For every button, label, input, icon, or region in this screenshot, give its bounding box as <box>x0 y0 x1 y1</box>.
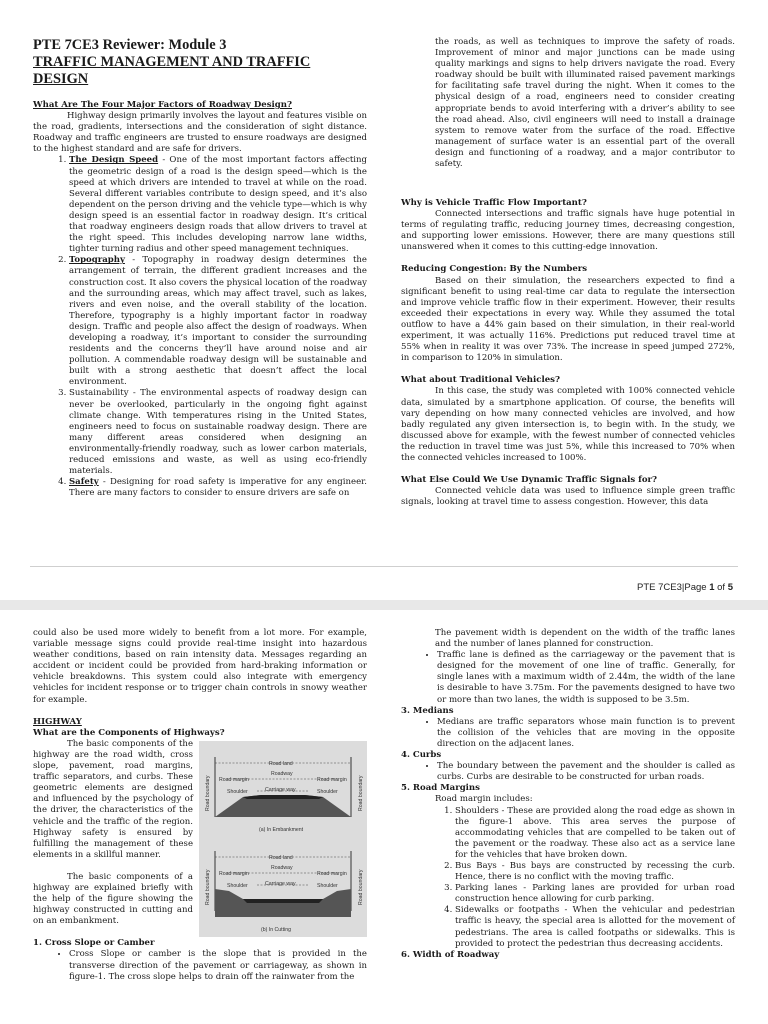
fig-b-road-boundary-left: Road boundary <box>205 869 211 905</box>
traditional-paragraph: In this case, the study was completed with 100% connected vehicle data, simulated by a smartphone application. Of course, the benefits will vary depending on how many connected vehicles are involved, and how badly regulated any given intersection is, to begin with. In the study, we discussed above for example, with the fewest number of connected vehicles the reduction in travel time was just 5%, while this increased to 70% when the connected vehicles increased to 100%. <box>401 386 735 463</box>
page2-column-left <box>33 628 367 983</box>
fig-a-road-margin-left: Road margin <box>219 776 249 783</box>
road-margin-item-shoulders: 1. Shoulders - These are provided along the road edge as shown in the figure-1 above. This area serves the purpose of accommodating vehicles that are compelled to be taken out of the pavement or the roadway. These also act as a service lane for the vehicles that have broken down. <box>455 806 735 861</box>
module-title: PTE 7CE3 Reviewer: Module 3 <box>33 37 227 53</box>
question-heading-dynamic-signals: What Else Could We Use Dynamic Traffic Signals for? <box>401 475 658 486</box>
components-question: What are the Components of Highways? <box>33 727 225 738</box>
curbs-item: • The boundary between the pavement and the shoulder is called as curbs. Curbs are desirable to be constructed for urban roads. <box>437 761 735 783</box>
fig-a-shoulder-left: Shoulder <box>227 788 248 795</box>
road-margins-heading: 5. Road Margins <box>401 783 480 794</box>
factor-item-sustainability <box>69 388 367 477</box>
factor-item-safety <box>69 477 367 499</box>
fig-b-carriage-way: Carriage way <box>265 880 296 887</box>
congestion-paragraph: Based on their simulation, the researchers expected to find a significant benefit to using real-time car data to regulate the intersection and improve vehicle traffic flow in their experiment. However, their results exceeded their expectations in every way. While they assumed the total outflow to have a 44% gain based on their simulation, in their real-world experiment, it was actually 116%. Predictions put reduced travel time at 55% when in reality it was over 73%. The increase in speed jumped 272%, in comparison to 120% in simulation. <box>401 275 735 364</box>
fig-b-shoulder-left: Shoulder <box>227 882 248 889</box>
cross-slope-item: • Cross Slope or camber is the slope that is provided in the transverse direction of the pavement or carriageway, as shown in figure-1. The cross slope helps to drain off the rainwater from the <box>69 949 367 982</box>
factor-item-topography <box>69 255 367 388</box>
fig-a-shoulder-right: Shoulder <box>317 788 338 795</box>
cross-slope-heading: 1. Cross Slope or Camber <box>33 938 155 949</box>
fig-b-road-margin-right: Road margin <box>317 870 347 877</box>
cross-slope-list <box>33 949 367 982</box>
factor-term: The Design Speed <box>69 155 159 166</box>
intro-paragraph: Highway design primarily involves the layout and features visible on the road, gradients, intersections and the consideration of sight distance. Roadway and traffic engineers are trusted to ensure roadways are designed to the highest standard and are safe for drivers. <box>33 111 367 155</box>
footer-of: of <box>717 582 726 593</box>
page1-column-right-top <box>401 37 735 170</box>
question-heading-traditional: What about Traditional Vehicles? <box>401 375 560 386</box>
fig-b-shoulder-right: Shoulder <box>317 882 338 889</box>
fig-a-caption: (a) In Embankment <box>259 826 304 833</box>
page-footer: PTE 7CE3|Page 1 of 5 <box>637 582 733 593</box>
fig-b-roadway: Roadway <box>271 864 293 871</box>
footer-page-word: Page <box>684 582 707 593</box>
fig-b-caption: (b) In Cutting <box>261 926 291 933</box>
page2-column-right <box>401 628 735 961</box>
question-heading-factors: What Are The Four Major Factors of Roadway Design? <box>33 100 292 110</box>
page1-column-left <box>33 37 367 499</box>
fig-b-road-boundary-right: Road boundary <box>358 869 364 905</box>
traffic-lane-list <box>401 650 735 705</box>
fig-b-road-margin-left: Road margin <box>219 870 249 877</box>
highway-heading: HIGHWAY <box>33 716 82 727</box>
components-paragraph: The basic components of the highway are the road width, cross slope, pavement, road margins, traffic separators, and curbs. These geometric elements are designed and influenced by the psychology of the driver, the characteristics of the vehicle and the traffic of the region. Highway safety is ensured by fulfilling the management of these elements in a skillful manner. <box>33 738 193 860</box>
factor-term: Safety <box>69 477 99 488</box>
medians-list <box>401 717 735 750</box>
fig-a-road-boundary-left: Road boundary <box>205 775 211 811</box>
page1-column-right <box>401 198 735 508</box>
factor-text: - One of the most important factors affecting the geometric design of a road is the design speed—which is the speed at which drivers are intended to travel at while on the road. Several different variables contribute to design speed, and it’s also dependent on the person driving and the vehicle type—which is why design speed is an essential factor in roadway design. It’s critical that roadway engineers design roads that allow drivers to travel at the right speed. This includes developing narrow lane widths, tighter turning radius and other speed management techniques. <box>69 155 368 255</box>
medians-item: • Medians are traffic separators whose main function is to prevent the collision of the vehicles that are moving in the opposite direction on the adjacent lanes. <box>437 717 735 750</box>
medians-heading: 3. Medians <box>401 705 454 716</box>
explained-paragraph: The basic components of a highway are explained briefly with the help of the figure showing the highway constructed in cutting and on an embankment. <box>33 871 193 927</box>
fig-b-road-land: Road land <box>269 854 293 861</box>
road-margins-list <box>401 806 735 950</box>
curbs-list <box>401 761 735 783</box>
footer-label: PTE 7CE3 <box>637 582 682 593</box>
factor-term: Topography <box>69 255 125 266</box>
footer-divider <box>30 566 738 567</box>
footer-page-total: 5 <box>727 582 733 593</box>
fig-a-road-boundary-right: Road boundary <box>358 775 364 811</box>
width-of-roadway-heading: 6. Width of Roadway <box>401 949 500 960</box>
module-subtitle: TRAFFIC MANAGEMENT AND TRAFFIC DESIGN <box>33 54 311 87</box>
traffic-flow-paragraph: Connected intersections and traffic signals have huge potential in terms of regulating traffic, reducing journey times, decreasing congestion, and supporting lower emissions. However, there are many questions still unanswered when it comes to this cutting-edge innovation. <box>401 209 735 253</box>
fig-a-road-land: Road land <box>269 760 293 767</box>
fig-a-carriage-way: Carriage way <box>265 786 296 793</box>
traffic-lane-item: • Traffic lane is defined as the carriageway or the pavement that is designed for the movement of one line of traffic. Generally, for single lanes with a maximum width of 2.44m, the width of the lane is desirable to have 3.75m. For the pavements designed to have two or more than two lanes, the width is supposed to be 3.5m. <box>437 650 735 705</box>
road-margin-item-sidewalks: 4. Sidewalks or footpaths - When the vehicular and pedestrian traffic is heavy, the special area is allotted for the movement of pedestrians. The area is called footpaths or sidewalks. This is provided to protect the pedestrian thus decreasing accidents. <box>455 905 735 949</box>
fig-a-road-margin-right: Road margin <box>317 776 347 783</box>
factor-item-design-speed <box>69 155 367 255</box>
continuation-paragraph: could also be used more widely to benefit from a lot more. For example, variable message signs could provide real-time insight into hazardous weather conditions, based on rain intensity data. Messages regarding an accident or incident could be provided from hard-braking information or vehicle breakdowns. This system could also integrate with emergency vehicles for incident response or to trigger chain controls in snowy weather for example. <box>33 628 367 705</box>
safety-continuation: the roads, as well as techniques to improve the safety of roads. Improvement of minor and major junctions can be made using quality markings and signs to help drivers navigate the road. Every roadway should be built with illuminated raised pavement markings for facilitating safe travel during the night. When it comes to the physical design of a road, engineers need to consider creating appropriate bends to avoid interfering with a driver’s ability to see the road ahead. Also, civil engineers will need to install a drainage system to remove water from the surface of the road. Effective management of surface water is an essential part of the overall design and functioning of a roadway, and a major contributor to safety. <box>435 37 735 170</box>
pavement-width-text: The pavement width is dependent on the width of the traffic lanes and the number of lanes planned for construction. <box>435 628 735 650</box>
factor-text: - Designing for road safety is imperative for any engineer. There are many factors to consider to ensure drivers are safe on <box>69 477 367 499</box>
road-margins-intro: Road margin includes: <box>435 794 533 805</box>
question-heading-traffic-flow: Why is Vehicle Traffic Flow Important? <box>401 198 587 208</box>
page-2 <box>0 610 768 1024</box>
factor-text: - Topography in roadway design determines the arrangement of terrain, the different gradient increases and the construction cost. It also covers the physical location of the roadway and the surrounding areas, which may affect travel, such as lakes, rivers and even noise, and the overall stability of the location. Therefore, typography is a highly important factor in roadway design. Traffic and people also affect the design of roadways. When developing a roadway, it’s important to consider the surrounding residents and the concerns they’ll have around noise and air pollution. A commendable roadway design will be sustainable and built with a strong aesthetic that doesn’t affect the local environment. <box>69 255 368 388</box>
dynamic-signals-paragraph: Connected vehicle data was used to influence simple green traffic signals, looking at travel time to assess congestion. However, this data <box>401 486 735 508</box>
footer-page-number: 1 <box>709 582 715 593</box>
curbs-heading: 4. Curbs <box>401 750 442 761</box>
factor-text: Sustainability - The environmental aspects of roadway design can never be overlooked, particularly in the ongoing fight against climate change. With temperatures rising in the United States, engineers need to focus on sustainable roadway design. There are many different areas considered when designing an environmentally-friendly roadway, such as lower carbon materials, reduced emissions and waste, as well as using eco-friendly materials. <box>69 388 367 477</box>
road-margin-item-bus-bays: 2. Bus Bays - Bus bays are constructed by recessing the curb. Hence, there is no conflict with the moving traffic. <box>455 861 735 883</box>
road-margin-item-parking: 3. Parking lanes - Parking lanes are provided for urban road construction hence allowing for curb parking. <box>455 883 735 905</box>
question-heading-congestion: Reducing Congestion: By the Numbers <box>401 264 588 275</box>
fig-a-roadway: Roadway <box>271 770 293 777</box>
factors-list <box>33 155 367 499</box>
highway-cross-section-figure <box>199 741 367 937</box>
